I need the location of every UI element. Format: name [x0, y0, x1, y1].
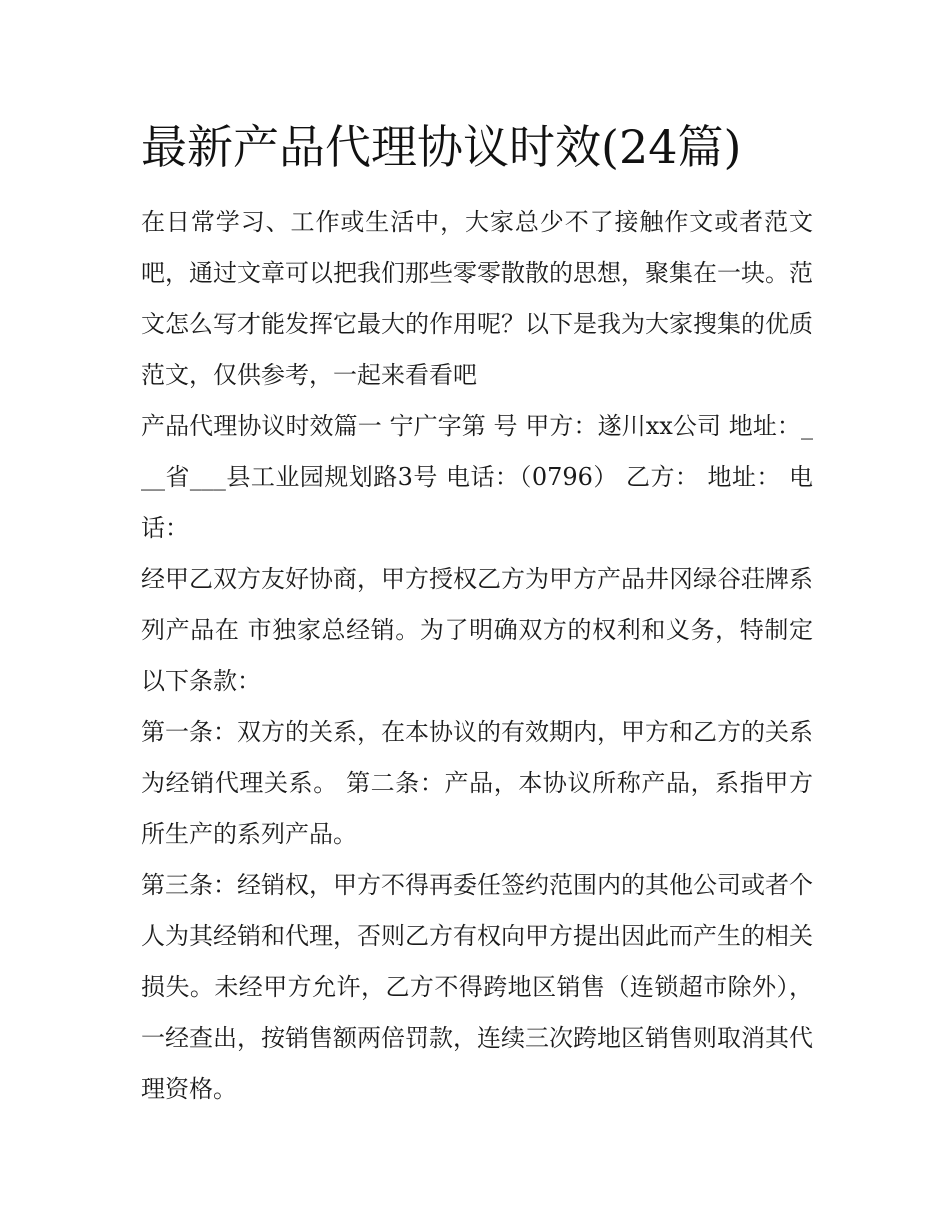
- paragraph-article-1-2: 第一条：双方的关系，在本协议的有效期内，甲方和乙方的关系为经销代理关系。 第二条：产品，本协议所称产品，系指甲方所生产的系列产品。: [141, 718, 813, 848]
- paragraph-parties: 产品代理协议时效篇一 宁广字第 号 甲方：遂川xx公司 地址：___省___县工业园规划路3号 电话：（0796） 乙方： 地址： 电话：: [141, 412, 813, 542]
- document-title: 最新产品代理协议时效(24篇): [141, 120, 742, 174]
- paragraph-authorization: 经甲乙双方友好协商，甲方授权乙方为甲方产品井冈绿谷荘牌系列产品在 市独家总经销。为了明确双方的权利和义务，特制定以下条款：: [141, 565, 813, 695]
- document-body: [141, 197, 813, 1115]
- paragraph-article-3: 第三条：经销权，甲方不得再委任签约范围内的其他公司或者个人为其经销和代理，否则乙方有权向甲方提出因此而产生的相关损失。未经甲方允许，乙方不得跨地区销售（连锁超市除外），一经查出，按销售额两倍罚款，连续三次跨地区销售则取消其代理资格。: [141, 871, 813, 1103]
- paragraph-intro: 在日常学习、工作或生活中，大家总少不了接触作文或者范文吧，通过文章可以把我们那些零零散散的思想，聚集在一块。范文怎么写才能发挥它最大的作用呢？以下是我为大家搜集的优质范文，仅供参考，一起来看看吧: [141, 208, 813, 389]
